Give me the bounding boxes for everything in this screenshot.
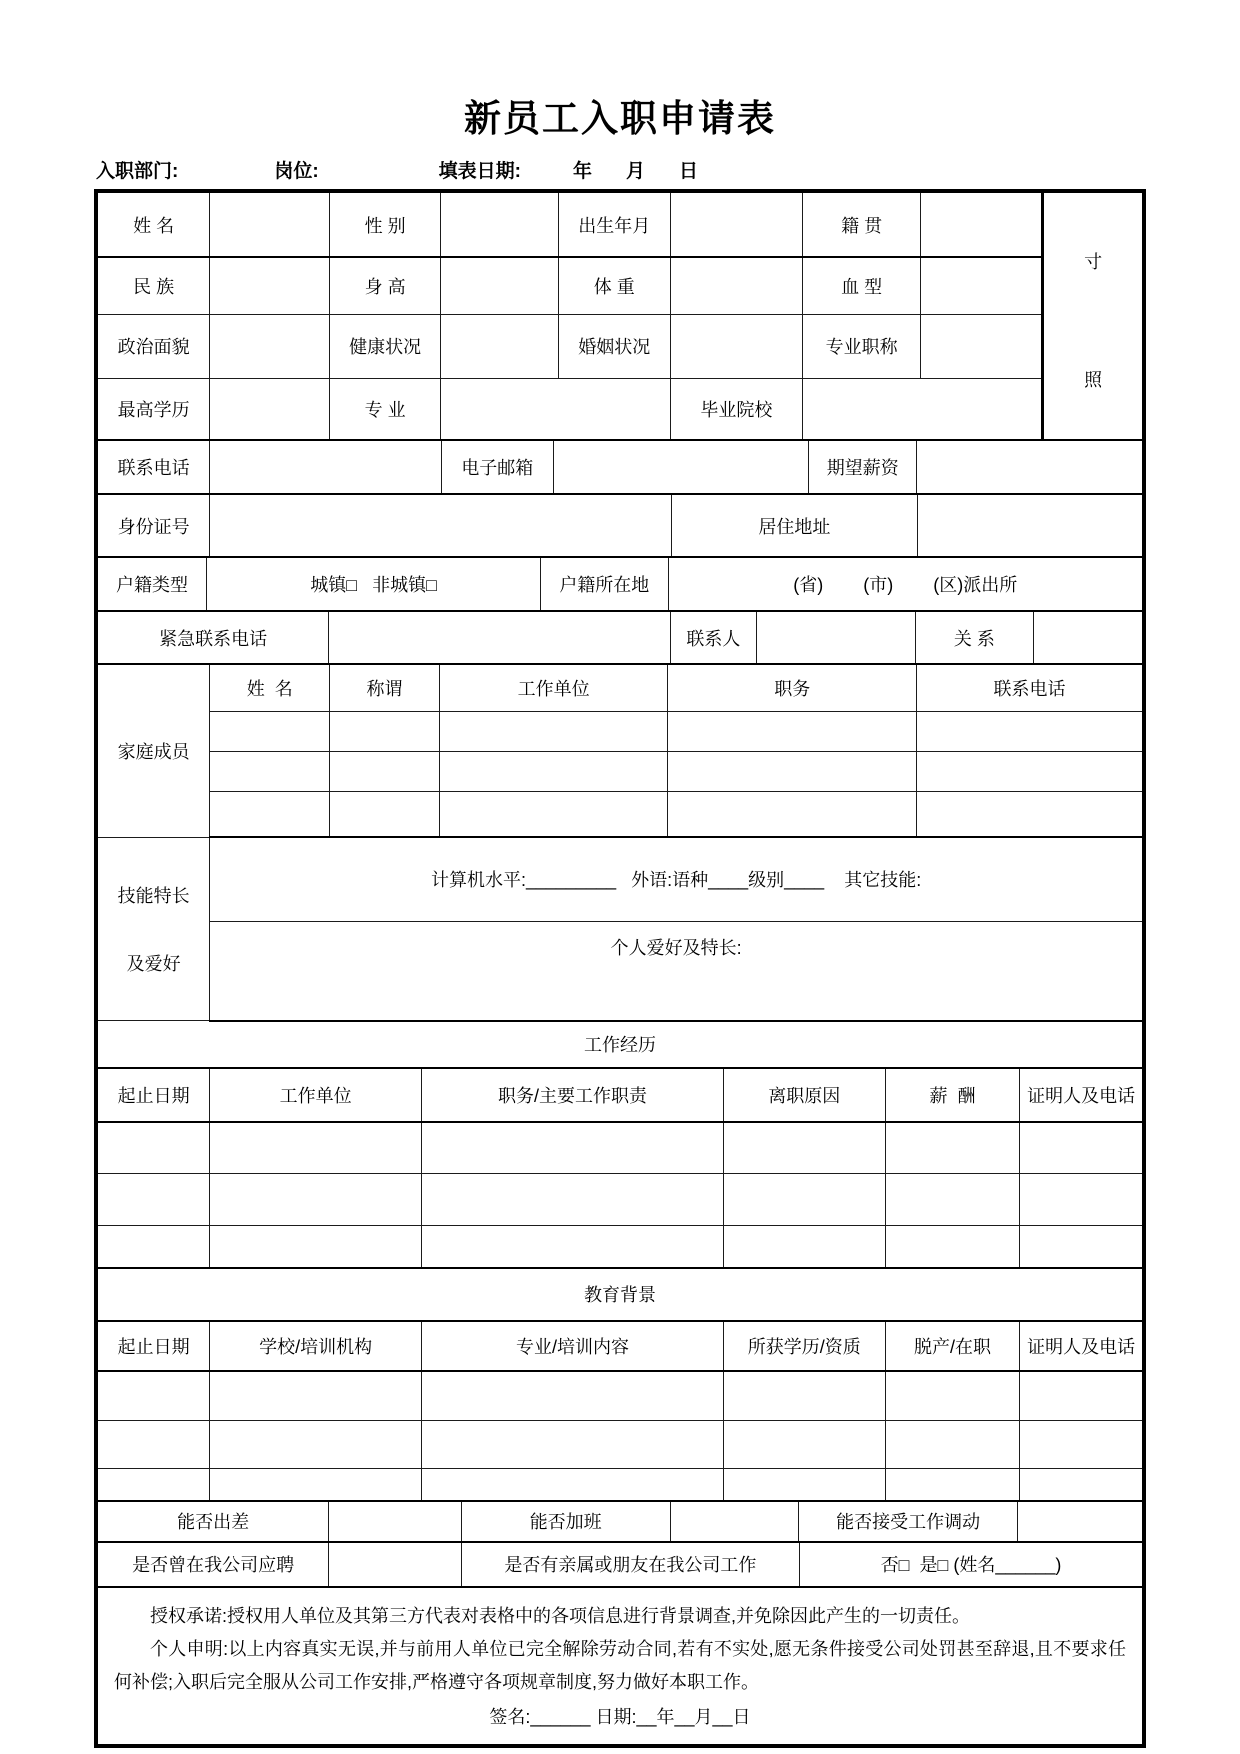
family-row-cell[interactable] bbox=[916, 751, 1142, 791]
top-education-label: 最高学历 bbox=[98, 378, 210, 440]
edu-school-header: 学校/培训机构 bbox=[210, 1321, 422, 1371]
address-label: 居住地址 bbox=[671, 495, 917, 557]
signature-line[interactable]: 签名:______ 日期:__年__月__日 bbox=[489, 1706, 751, 1727]
travel-label: 能否出差 bbox=[98, 1502, 329, 1542]
hukou-location-label: 户籍所在地 bbox=[541, 558, 668, 611]
work-leave-reason-header: 离职原因 bbox=[723, 1068, 885, 1122]
relation-input-cell[interactable] bbox=[1033, 612, 1142, 664]
application-form-page bbox=[94, 0, 1146, 1748]
blood-type-input-cell[interactable] bbox=[921, 257, 1043, 314]
pro-title-label: 专业职称 bbox=[803, 314, 921, 378]
marital-label: 婚姻状况 bbox=[558, 314, 670, 378]
skills-label-line1: 技能特长 bbox=[117, 886, 190, 906]
edu-row-cell[interactable] bbox=[210, 1421, 422, 1469]
ethnicity-input-cell[interactable] bbox=[210, 257, 330, 314]
pro-title-input-cell[interactable] bbox=[921, 314, 1043, 378]
weight-input-cell[interactable] bbox=[670, 257, 803, 314]
relatives-checkboxes[interactable]: 否□ 是□ (姓名______) bbox=[800, 1543, 1142, 1587]
edu-row-cell[interactable] bbox=[422, 1371, 724, 1421]
email-input-cell[interactable] bbox=[553, 441, 809, 494]
height-label: 身 高 bbox=[330, 257, 441, 314]
edu-row-cell[interactable] bbox=[210, 1371, 422, 1421]
year-label: 年 bbox=[572, 161, 592, 182]
personal-statement: 个人申明:以上内容真实无误,并与前用人单位已完全解除劳动合同,若有不实处,愿无条件接受公司处罚甚至辞退,且不要求任何补偿;入职后完全服从公司工作安排,严格遵守各项规章制度,努力做好本职工作。 bbox=[114, 1638, 1126, 1692]
contact-table bbox=[98, 441, 1142, 495]
family-row-cell[interactable] bbox=[439, 711, 668, 751]
relation-label: 关 系 bbox=[915, 612, 1033, 664]
phone-input-cell[interactable] bbox=[210, 441, 442, 494]
work-row-cell[interactable] bbox=[210, 1226, 422, 1268]
school-input-cell[interactable] bbox=[803, 378, 1043, 440]
height-input-cell[interactable] bbox=[440, 257, 558, 314]
work-row-cell[interactable] bbox=[98, 1226, 210, 1268]
id-number-label: 身份证号 bbox=[98, 495, 210, 557]
hukou-type-label: 户籍类型 bbox=[98, 558, 207, 611]
phone-label: 联系电话 bbox=[98, 441, 210, 494]
work-reference-header: 证明人及电话 bbox=[1020, 1068, 1142, 1122]
family-row-cell[interactable] bbox=[330, 791, 440, 837]
political-status-label: 政治面貌 bbox=[98, 314, 210, 378]
gender-input-cell[interactable] bbox=[440, 193, 558, 257]
declaration-block bbox=[98, 1588, 1142, 1744]
salary-input-cell[interactable] bbox=[916, 441, 1142, 494]
work-experience-table bbox=[98, 1022, 1142, 1269]
gender-label: 性 别 bbox=[330, 193, 441, 257]
emergency-phone-input-cell[interactable] bbox=[329, 612, 670, 664]
edu-degree-header: 所获学历/资质 bbox=[723, 1321, 885, 1371]
birth-input-cell[interactable] bbox=[670, 193, 803, 257]
address-input-cell[interactable] bbox=[918, 495, 1142, 557]
major-input-cell[interactable] bbox=[440, 378, 670, 440]
hukou-type-checkboxes[interactable]: 城镇□ 非城镇□ bbox=[207, 558, 541, 611]
work-row-cell[interactable] bbox=[885, 1226, 1020, 1268]
work-row-cell[interactable] bbox=[723, 1122, 885, 1174]
work-row-cell[interactable] bbox=[210, 1122, 422, 1174]
edu-reference-header: 证明人及电话 bbox=[1020, 1321, 1142, 1371]
work-experience-title: 工作经历 bbox=[98, 1022, 1142, 1068]
weight-label: 体 重 bbox=[558, 257, 670, 314]
photo-text-zhao: 照 bbox=[1084, 370, 1103, 390]
family-row-cell[interactable] bbox=[210, 791, 330, 837]
family-employer-header: 工作单位 bbox=[439, 665, 668, 711]
family-row-cell[interactable] bbox=[330, 751, 440, 791]
travel-input-cell[interactable] bbox=[329, 1502, 462, 1542]
work-row-cell[interactable] bbox=[422, 1226, 724, 1268]
name-input-cell[interactable] bbox=[210, 193, 330, 257]
skills-label bbox=[98, 838, 210, 1021]
family-table bbox=[98, 665, 1142, 838]
family-row-cell[interactable] bbox=[916, 711, 1142, 751]
applied-before-table bbox=[98, 1543, 1142, 1588]
form-title: 新员工入职申请表 bbox=[464, 98, 776, 139]
birth-label: 出生年月 bbox=[558, 193, 670, 257]
work-salary-header: 薪 酬 bbox=[885, 1068, 1020, 1122]
hukou-table bbox=[98, 558, 1142, 612]
overtime-label: 能否加班 bbox=[461, 1502, 670, 1542]
skills-computer-language-cell[interactable]: 计算机水平:_________ 外语:语种____级别____ 其它技能: bbox=[210, 838, 1142, 921]
family-row-cell[interactable] bbox=[668, 751, 916, 791]
relatives-label: 是否有亲属或朋友在我公司工作 bbox=[461, 1543, 799, 1587]
major-label: 专 业 bbox=[330, 378, 441, 440]
contact-person-input-cell[interactable] bbox=[757, 612, 916, 664]
family-row-cell[interactable] bbox=[210, 751, 330, 791]
edu-row-cell[interactable] bbox=[1020, 1469, 1142, 1501]
marital-input-cell[interactable] bbox=[670, 314, 803, 378]
work-row-cell[interactable] bbox=[98, 1174, 210, 1226]
family-members-label: 家庭成员 bbox=[98, 665, 210, 837]
work-row-cell[interactable] bbox=[1020, 1122, 1142, 1174]
family-row-cell[interactable] bbox=[439, 791, 668, 837]
edu-row-cell[interactable] bbox=[98, 1371, 210, 1421]
fill-date-label: 填表日期: bbox=[438, 161, 521, 182]
top-education-input-cell[interactable] bbox=[210, 378, 330, 440]
edu-row-cell[interactable] bbox=[210, 1469, 422, 1501]
work-row-cell[interactable] bbox=[1020, 1226, 1142, 1268]
family-phone-header: 联系电话 bbox=[916, 665, 1142, 711]
position-label: 岗位: bbox=[274, 161, 319, 182]
applied-before-input-cell[interactable] bbox=[329, 1543, 462, 1587]
native-place-input-cell[interactable] bbox=[921, 193, 1043, 257]
form-table bbox=[94, 189, 1146, 1748]
hobbies-cell[interactable]: 个人爱好及特长: bbox=[210, 921, 1142, 1020]
photo-area bbox=[1043, 193, 1142, 440]
edu-row-cell[interactable] bbox=[723, 1421, 885, 1469]
skills-label-line2: 及爱好 bbox=[126, 954, 181, 974]
emergency-phone-label: 紧急联系电话 bbox=[98, 612, 329, 664]
photo-text-cun: 寸 bbox=[1084, 252, 1103, 272]
education-title: 教育背景 bbox=[98, 1269, 1142, 1321]
family-row-cell[interactable] bbox=[439, 751, 668, 791]
work-duties-header: 职务/主要工作职责 bbox=[422, 1068, 724, 1122]
family-name-header: 姓 名 bbox=[210, 665, 330, 711]
edu-row-cell[interactable] bbox=[422, 1469, 724, 1501]
name-label: 姓 名 bbox=[98, 193, 210, 257]
work-row-cell[interactable] bbox=[885, 1174, 1020, 1226]
work-row-cell[interactable] bbox=[422, 1174, 724, 1226]
blood-type-label: 血 型 bbox=[803, 257, 921, 314]
work-row-cell[interactable] bbox=[723, 1226, 885, 1268]
edu-row-cell[interactable] bbox=[885, 1371, 1020, 1421]
edu-row-cell[interactable] bbox=[422, 1421, 724, 1469]
id-address-table bbox=[98, 495, 1142, 558]
native-place-label: 籍 贯 bbox=[803, 193, 921, 257]
email-label: 电子邮箱 bbox=[441, 441, 553, 494]
month-label: 月 bbox=[626, 161, 646, 182]
edu-fulltime-header: 脱产/在职 bbox=[885, 1321, 1020, 1371]
edu-row-cell[interactable] bbox=[885, 1469, 1020, 1501]
edu-row-cell[interactable] bbox=[98, 1421, 210, 1469]
hukou-location-input-cell[interactable]: (省) (市) (区)派出所 bbox=[668, 558, 1142, 611]
authorization-statement: 授权承诺:授权用人单位及其第三方代表对表格中的各项信息进行背景调查,并免除因此产生的一切责任。 bbox=[150, 1605, 970, 1626]
political-status-input-cell[interactable] bbox=[210, 314, 330, 378]
id-number-input-cell[interactable] bbox=[210, 495, 671, 557]
relocation-input-cell[interactable] bbox=[1018, 1502, 1142, 1542]
availability-table bbox=[98, 1502, 1142, 1543]
day-label: 日 bbox=[679, 161, 699, 182]
edu-major-header: 专业/培训内容 bbox=[422, 1321, 724, 1371]
work-dates-header: 起止日期 bbox=[98, 1068, 210, 1122]
work-row-cell[interactable] bbox=[885, 1122, 1020, 1174]
family-position-header: 职务 bbox=[668, 665, 916, 711]
work-row-cell[interactable] bbox=[98, 1122, 210, 1174]
relocation-label: 能否接受工作调动 bbox=[799, 1502, 1018, 1542]
skills-table bbox=[98, 838, 1142, 1022]
edu-dates-header: 起止日期 bbox=[98, 1321, 210, 1371]
work-row-cell[interactable] bbox=[723, 1174, 885, 1226]
health-input-cell[interactable] bbox=[440, 314, 558, 378]
school-label: 毕业院校 bbox=[670, 378, 803, 440]
family-row-cell[interactable] bbox=[668, 791, 916, 837]
edu-row-cell[interactable] bbox=[1020, 1371, 1142, 1421]
ethnicity-label: 民 族 bbox=[98, 257, 210, 314]
family-row-cell[interactable] bbox=[668, 711, 916, 751]
family-relation-header: 称谓 bbox=[330, 665, 440, 711]
edu-row-cell[interactable] bbox=[723, 1469, 885, 1501]
form-meta-line bbox=[96, 156, 1146, 183]
edu-row-cell[interactable] bbox=[723, 1371, 885, 1421]
overtime-input-cell[interactable] bbox=[670, 1502, 798, 1542]
edu-row-cell[interactable] bbox=[885, 1421, 1020, 1469]
family-row-cell[interactable] bbox=[916, 791, 1142, 837]
health-label: 健康状况 bbox=[330, 314, 441, 378]
edu-row-cell[interactable] bbox=[1020, 1421, 1142, 1469]
education-table bbox=[98, 1269, 1142, 1502]
work-row-cell[interactable] bbox=[1020, 1174, 1142, 1226]
family-row-cell[interactable] bbox=[330, 711, 440, 751]
emergency-table bbox=[98, 612, 1142, 665]
department-label: 入职部门: bbox=[96, 161, 179, 182]
work-row-cell[interactable] bbox=[422, 1122, 724, 1174]
salary-label: 期望薪资 bbox=[809, 441, 917, 494]
edu-row-cell[interactable] bbox=[98, 1469, 210, 1501]
work-employer-header: 工作单位 bbox=[210, 1068, 422, 1122]
basic-info-table bbox=[98, 193, 1142, 441]
family-row-cell[interactable] bbox=[210, 711, 330, 751]
contact-person-label: 联系人 bbox=[670, 612, 757, 664]
work-row-cell[interactable] bbox=[210, 1174, 422, 1226]
applied-before-label: 是否曾在我公司应聘 bbox=[98, 1543, 329, 1587]
